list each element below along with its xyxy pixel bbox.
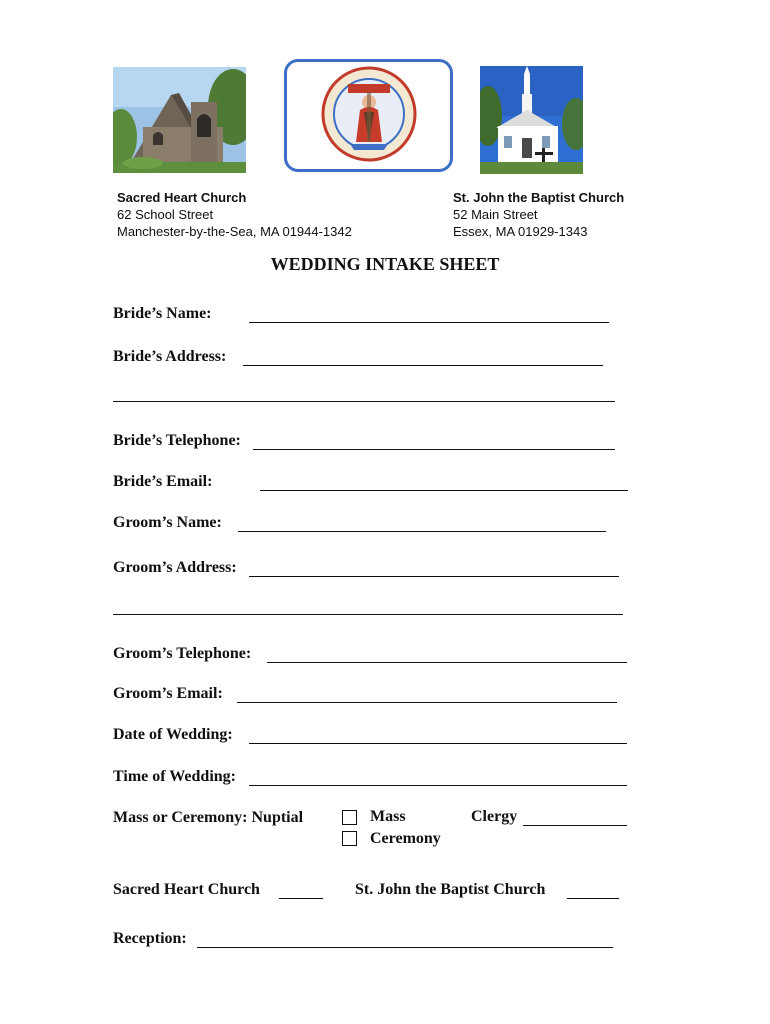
field-label: Sacred Heart Church	[113, 881, 260, 898]
church-name: St. John the Baptist Church	[453, 190, 625, 205]
field-label: Bride’s Address:	[113, 348, 227, 365]
parish-seal-logo	[320, 64, 418, 168]
field-label: St. John the Baptist Church	[355, 881, 546, 898]
field-label: Groom’s Name:	[113, 514, 222, 531]
field-label: Bride’s Telephone:	[113, 432, 241, 449]
field-label: Bride’s Email:	[113, 473, 213, 490]
church-city: Manchester-by-the-Sea, MA 01944-1342	[117, 224, 352, 239]
grooms-name-input-line[interactable]	[238, 531, 606, 532]
church-street: 52 Main Street	[453, 207, 538, 222]
st-john-church-photo	[480, 66, 583, 174]
brides-email-input-line[interactable]	[260, 490, 628, 491]
clergy-input-line[interactable]	[523, 825, 627, 826]
field-label: Mass or Ceremony: Nuptial	[113, 809, 304, 826]
st-john-address-block	[453, 189, 624, 240]
brides-name-input-line[interactable]	[249, 322, 609, 323]
grooms-address-line-2[interactable]	[113, 614, 623, 615]
church-street: 62 School Street	[117, 207, 214, 222]
field-label: Time of Wedding:	[113, 768, 236, 785]
grooms-email-input-line[interactable]	[237, 702, 617, 703]
field-label: Clergy	[471, 808, 518, 825]
field-label: Groom’s Telephone:	[113, 645, 252, 662]
mass-checkbox[interactable]	[342, 810, 357, 825]
page-title: WEDDING INTAKE SHEET	[270, 254, 500, 274]
ceremony-option-label: Ceremony	[370, 830, 441, 847]
date-of-wedding-input-line[interactable]	[249, 743, 627, 744]
church-name: Sacred Heart Church	[117, 190, 247, 205]
ceremony-checkbox[interactable]	[342, 831, 357, 846]
field-label: Bride’s Name:	[113, 305, 212, 322]
church-city: Essex, MA 01929-1343	[453, 224, 588, 239]
field-label: Groom’s Address:	[113, 559, 237, 576]
parish-logo-frame	[284, 59, 453, 172]
sacred-heart-address-block	[117, 189, 352, 240]
field-label: Groom’s Email:	[113, 685, 223, 702]
grooms-address-input-line[interactable]	[249, 576, 619, 577]
sacred-heart-church-photo	[113, 67, 246, 173]
reception-input-line[interactable]	[197, 947, 613, 948]
field-label: Reception:	[113, 930, 187, 947]
brides-telephone-input-line[interactable]	[253, 449, 615, 450]
field-label: Date of Wedding:	[113, 726, 233, 743]
time-of-wedding-input-line[interactable]	[249, 785, 627, 786]
st-john-choice-line[interactable]	[567, 898, 619, 899]
brides-address-line-2[interactable]	[113, 401, 615, 402]
sacred-heart-choice-line[interactable]	[279, 898, 323, 899]
mass-option-label: Mass	[370, 808, 406, 825]
brides-address-input-line[interactable]	[243, 365, 603, 366]
grooms-telephone-input-line[interactable]	[267, 662, 627, 663]
